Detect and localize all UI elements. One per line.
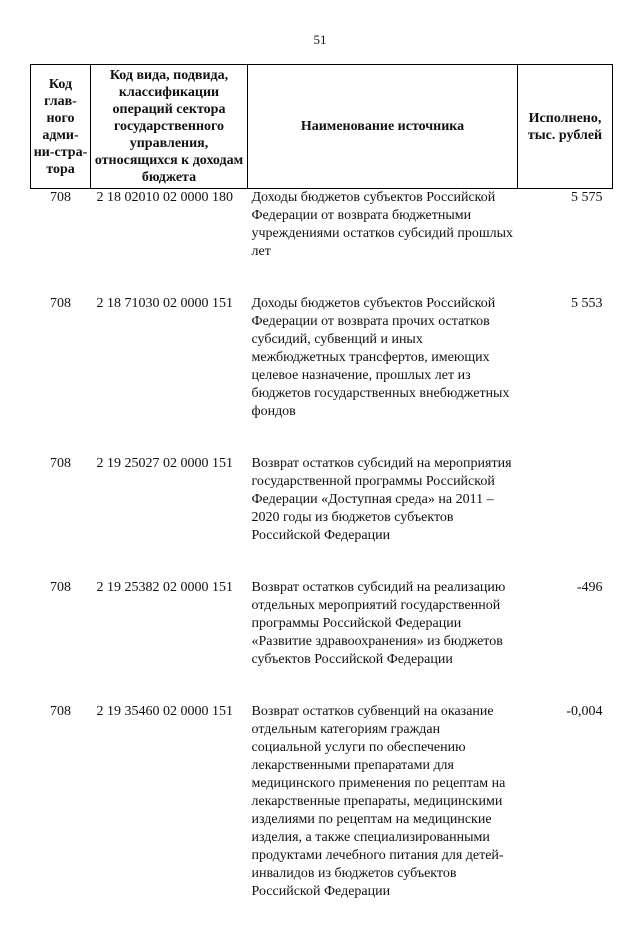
executed-amount-cell: -496	[576, 580, 603, 595]
page-number: 51	[313, 32, 327, 47]
table-row	[31, 455, 613, 579]
classification-code-cell: 2 19 35460 02 0000 151	[96, 704, 233, 719]
classification-code-cell: 2 19 25027 02 0000 151	[96, 456, 233, 471]
table-row	[31, 189, 613, 296]
table-header-row	[31, 65, 613, 189]
classification-code-cell: 2 18 71030 02 0000 151	[96, 296, 233, 311]
table-row	[31, 703, 613, 935]
table-row	[31, 579, 613, 703]
classification-code-cell: 2 18 02010 02 0000 180	[96, 190, 233, 205]
admin-code-cell: 708	[50, 704, 71, 719]
admin-code-cell: 708	[50, 296, 71, 311]
executed-amount-cell	[518, 455, 613, 579]
executed-amount-cell: -0,004	[566, 704, 603, 719]
source-name-cell: Доходы бюджетов субъектов Российской Федерации от возврата бюджетными учреждениями остатков субсидий прошлых лет	[251, 190, 514, 259]
revenue-table	[30, 64, 613, 935]
admin-code-cell: 708	[50, 580, 71, 595]
executed-amount-cell: 5 575	[571, 190, 603, 205]
source-name-cell: Доходы бюджетов субъектов Российской Федерации от возврата прочих остатков субсидий, субвенций и иных межбюджетных трансфертов, имеющих целевое назначение, прошлых лет из бюджетов государственных внебюджетных фондов	[251, 296, 510, 419]
header-source-name: Наименование источника	[248, 65, 518, 189]
header-executed: Исполнено, тыс. рублей	[518, 65, 613, 189]
executed-amount-cell: 5 553	[571, 296, 603, 311]
source-name-cell: Возврат остатков субвенций на оказание отдельным категориям граждан социальной услуги по обеспечению лекарственными препаратами для медицинского применения по рецептам на лекарственные препараты, медицинскими изделиями по рецептам на медицинские изделия, а также специализированными продуктами лечебного питания для детей-инвалидов из бюджетов субъектов Российской Федерации	[251, 704, 506, 899]
table-row	[31, 295, 613, 455]
admin-code-cell: 708	[50, 456, 71, 471]
admin-code-cell: 708	[50, 190, 71, 205]
source-name-cell: Возврат остатков субсидий на мероприятия государственной программы Российской Федерации «Доступная среда» на 2011 – 2020 годы из бюджетов субъектов Российской Федерации	[251, 456, 512, 543]
header-classification-code: Код вида, подвида, классификации операций сектора государственного управления, относящихся к доходам бюджета	[91, 65, 248, 189]
header-admin-code: Код глав-ного адми-ни-стра-тора	[31, 65, 91, 189]
source-name-cell: Возврат остатков субсидий на реализацию отдельных мероприятий государственной программы Российской Федерации «Развитие здравоохранения» из бюджетов субъектов Российской Федерации	[251, 580, 506, 667]
classification-code-cell: 2 19 25382 02 0000 151	[96, 580, 233, 595]
